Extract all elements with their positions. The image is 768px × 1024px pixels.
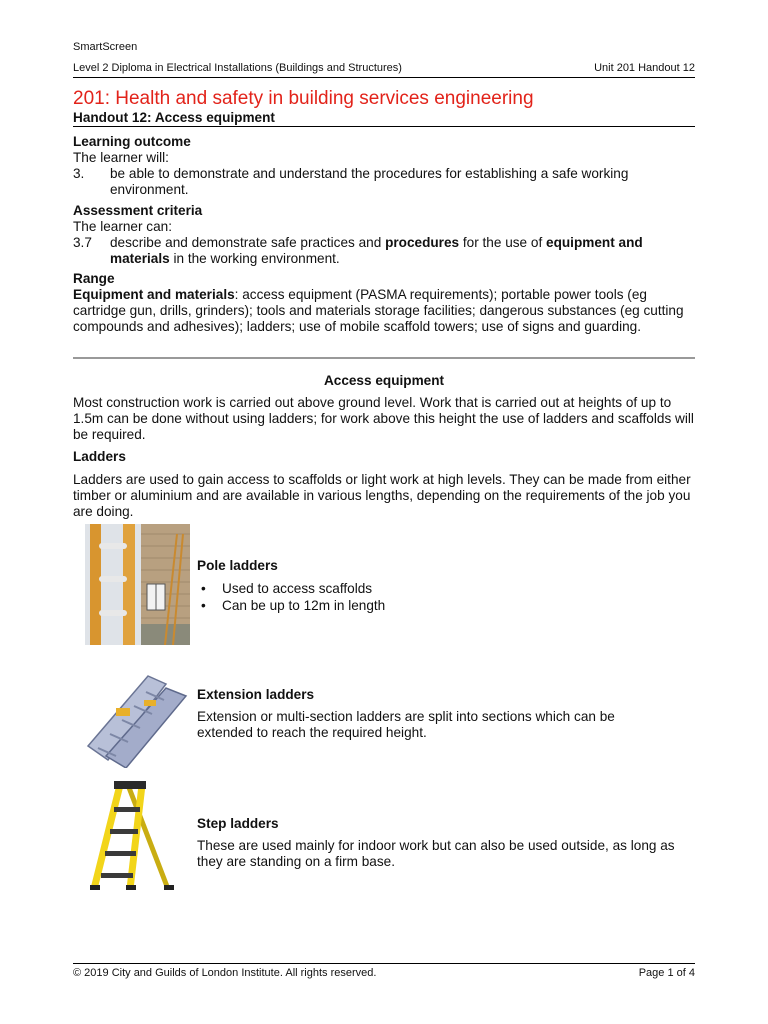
header-unit: Unit 201 Handout 12 [594,62,695,74]
list-item: • Used to access scaffolds [197,581,385,597]
section-heading: Access equipment [323,373,445,388]
assessment-block [73,203,698,267]
assessment-text-part: for the use of [459,234,547,250]
learning-outcome-block [73,134,698,198]
learning-outcome-lead: The learner will: [73,149,169,165]
range-body: : access equipment (PASMA requirements); portable power tools (eg cartridge gun, drills, grinders); tools and materials storage facilities; dangerous substances (eg cutting compounds and adhesives); ladders; use of mobile scaffold towers; use of signs and guarding. [73,286,684,334]
assessment-text [110,235,698,267]
step-ladder-image [84,779,186,891]
title-rule [73,126,695,127]
list-item: • Can be up to 12m in length [197,598,385,614]
header-rule [73,77,695,78]
step-ladders-text: These are used mainly for indoor work but can also be used outside, as long as they are standing on a firm base. [197,838,675,869]
assessment-text-part: in the working environment. [169,250,340,266]
pole-ladders-list [197,581,385,615]
header-brand: SmartScreen [73,41,138,53]
assessment-bold-procedures: procedures [385,234,460,250]
page-title: 201: Health and safety in building services engineering [73,88,534,109]
range-bold: Equipment and materials [73,286,235,302]
footer-page-number: Page 1 of 4 [638,967,695,979]
assessment-bold-equipment: equipment and materials [110,234,643,266]
footer-copyright: © 2019 City and Guilds of London Institute. All rights reserved. [73,967,377,979]
ladders-heading: Ladders [73,449,126,464]
learning-outcome-heading: Learning outcome [73,134,191,149]
range-text [73,287,698,335]
assessment-text-part: describe and demonstrate safe practices and [110,234,386,250]
section-intro: Most construction work is carried out above ground level. Work that is carried out at heights of up to 1.5m can be done without using ladders; for work above this height the use of ladders and scaffolds will be required. [73,395,694,442]
pole-ladder-image [85,524,190,645]
extension-ladders-text: Extension or multi-section ladders are split into sections which can be extended to reach the required height. [197,709,615,740]
pole-ladders-heading: Pole ladders [197,558,278,573]
assessment-lead: The learner can: [73,218,172,234]
ladders-intro: Ladders are used to gain access to scaffolds or light work at high levels. They can be made from either timber or aluminium and are available in various lengths, depending on the requirements of the job you are doing. [73,472,691,519]
learning-outcome-item [73,166,698,198]
extension-ladders-heading: Extension ladders [197,687,315,702]
learning-outcome-number: 3. [73,165,85,181]
section-divider [73,357,695,359]
extension-ladder-image [86,668,189,768]
range-block [73,271,698,335]
assessment-item [73,235,698,267]
header-course: Level 2 Diploma in Electrical Installations (Buildings and Structures) [73,62,402,74]
range-heading: Range [73,271,115,286]
step-ladders-heading: Step ladders [197,816,279,831]
assessment-heading: Assessment criteria [73,203,203,218]
footer-rule [73,963,695,964]
assessment-number: 3.7 [73,234,92,250]
learning-outcome-text: be able to demonstrate and understand the procedures for establishing a safe working environment. [110,165,629,197]
page-subtitle: Handout 12: Access equipment [73,110,275,125]
